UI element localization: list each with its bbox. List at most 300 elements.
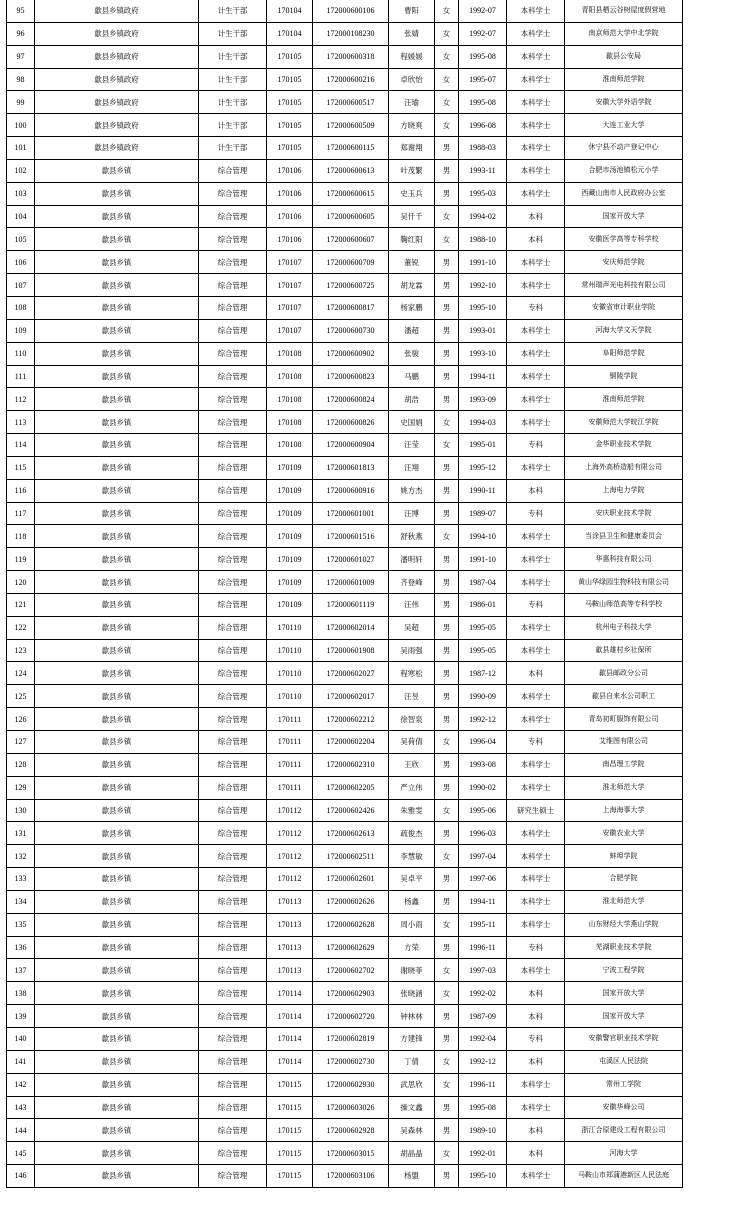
position-cell: 综合管理 — [199, 1005, 267, 1028]
position-code-cell: 170110 — [267, 639, 313, 662]
birth-date-cell: 1990-11 — [459, 479, 507, 502]
unit-cell: 歙县乡镇政府 — [35, 137, 199, 160]
employer-cell: 国家开放大学 — [565, 1005, 683, 1028]
position-cell: 综合管理 — [199, 1073, 267, 1096]
name-cell: 李慧敏 — [389, 845, 435, 868]
employer-cell: 南京师范大学中北学院 — [565, 22, 683, 45]
gender-cell: 女 — [435, 799, 459, 822]
employer-cell: 合肥市汤池镇松元小学 — [565, 159, 683, 182]
education-cell: 本科学士 — [507, 22, 565, 45]
employer-cell: 当涂县卫生和健康委员会 — [565, 525, 683, 548]
position-code-cell: 170114 — [267, 982, 313, 1005]
row-number-cell: 116 — [7, 479, 35, 502]
row-number-cell: 108 — [7, 296, 35, 319]
gender-cell: 女 — [435, 1073, 459, 1096]
row-number-cell: 99 — [7, 91, 35, 114]
position-code-cell: 170109 — [267, 479, 313, 502]
exam-id-cell: 172000600902 — [313, 342, 389, 365]
education-cell: 本科学士 — [507, 708, 565, 731]
position-cell: 综合管理 — [199, 228, 267, 251]
gender-cell: 男 — [435, 274, 459, 297]
education-cell: 本科学士 — [507, 456, 565, 479]
position-code-cell: 170106 — [267, 182, 313, 205]
table-row — [7, 1165, 683, 1188]
row-number-cell: 105 — [7, 228, 35, 251]
name-cell: 操文鑫 — [389, 1096, 435, 1119]
gender-cell: 男 — [435, 593, 459, 616]
unit-cell: 歙县乡镇 — [35, 1027, 199, 1050]
education-cell: 本科学士 — [507, 845, 565, 868]
position-cell: 综合管理 — [199, 274, 267, 297]
position-code-cell: 170108 — [267, 434, 313, 457]
position-code-cell: 170105 — [267, 137, 313, 160]
employer-cell: 山东财经大学燕山学院 — [565, 913, 683, 936]
name-cell: 叶茂繁 — [389, 159, 435, 182]
gender-cell: 男 — [435, 342, 459, 365]
name-cell: 汪瑜 — [389, 91, 435, 114]
employer-cell: 淮南师范学院 — [565, 68, 683, 91]
unit-cell: 歙县乡镇政府 — [35, 114, 199, 137]
employer-cell: 南昌理工学院 — [565, 753, 683, 776]
position-code-cell: 170109 — [267, 571, 313, 594]
position-code-cell: 170115 — [267, 1165, 313, 1188]
table-row — [7, 982, 683, 1005]
exam-id-cell: 172000602903 — [313, 982, 389, 1005]
unit-cell: 歙县乡镇 — [35, 685, 199, 708]
row-number-cell: 113 — [7, 411, 35, 434]
unit-cell: 歙县乡镇 — [35, 913, 199, 936]
gender-cell: 男 — [435, 1096, 459, 1119]
unit-cell: 歙县乡镇 — [35, 479, 199, 502]
exam-id-cell: 172000601119 — [313, 593, 389, 616]
name-cell: 胡龙霖 — [389, 274, 435, 297]
name-cell: 严立伟 — [389, 776, 435, 799]
name-cell: 丁倩 — [389, 1050, 435, 1073]
position-code-cell: 170115 — [267, 1096, 313, 1119]
name-cell: 武思欣 — [389, 1073, 435, 1096]
unit-cell: 歙县乡镇 — [35, 251, 199, 274]
employer-cell: 安庆职业技术学院 — [565, 502, 683, 525]
position-cell: 综合管理 — [199, 525, 267, 548]
row-number-cell: 122 — [7, 616, 35, 639]
position-cell: 综合管理 — [199, 731, 267, 754]
employer-cell: 安庆师范学院 — [565, 251, 683, 274]
birth-date-cell: 1987-04 — [459, 571, 507, 594]
gender-cell: 女 — [435, 1142, 459, 1165]
employer-cell: 西藏山南市人民政府办公室 — [565, 182, 683, 205]
name-cell: 程寒松 — [389, 662, 435, 685]
birth-date-cell: 1993-11 — [459, 159, 507, 182]
position-cell: 综合管理 — [199, 1050, 267, 1073]
education-cell: 本科学士 — [507, 913, 565, 936]
position-cell: 综合管理 — [199, 205, 267, 228]
gender-cell: 女 — [435, 982, 459, 1005]
exam-id-cell: 172000600725 — [313, 274, 389, 297]
row-number-cell: 119 — [7, 548, 35, 571]
row-number-cell: 125 — [7, 685, 35, 708]
employer-cell: 淮南师范学院 — [565, 388, 683, 411]
position-code-cell: 170112 — [267, 799, 313, 822]
birth-date-cell: 1994-02 — [459, 205, 507, 228]
row-number-cell: 141 — [7, 1050, 35, 1073]
table-row — [7, 45, 683, 68]
exam-id-cell: 172000603026 — [313, 1096, 389, 1119]
exam-id-cell: 172000602720 — [313, 1005, 389, 1028]
position-code-cell: 170115 — [267, 1073, 313, 1096]
position-code-cell: 170108 — [267, 388, 313, 411]
table-row — [7, 639, 683, 662]
exam-id-cell: 172000600605 — [313, 205, 389, 228]
position-code-cell: 170109 — [267, 525, 313, 548]
birth-date-cell: 1995-05 — [459, 616, 507, 639]
education-cell: 本科学士 — [507, 274, 565, 297]
table-row — [7, 1142, 683, 1165]
education-cell: 本科 — [507, 662, 565, 685]
position-code-cell: 170106 — [267, 159, 313, 182]
education-cell: 本科 — [507, 479, 565, 502]
gender-cell: 男 — [435, 890, 459, 913]
employer-cell: 阜阳师范学院 — [565, 342, 683, 365]
row-number-cell: 98 — [7, 68, 35, 91]
gender-cell: 男 — [435, 365, 459, 388]
table-row — [7, 890, 683, 913]
education-cell: 本科学士 — [507, 114, 565, 137]
employer-cell: 安徽医学高等专科学校 — [565, 228, 683, 251]
unit-cell: 歙县乡镇 — [35, 1073, 199, 1096]
unit-cell: 歙县乡镇 — [35, 959, 199, 982]
birth-date-cell: 1995-01 — [459, 434, 507, 457]
row-number-cell: 96 — [7, 22, 35, 45]
row-number-cell: 102 — [7, 159, 35, 182]
table-row — [7, 936, 683, 959]
table-row — [7, 868, 683, 891]
education-cell: 本科学士 — [507, 137, 565, 160]
education-cell: 本科学士 — [507, 753, 565, 776]
exam-id-cell: 172000600106 — [313, 0, 389, 22]
personnel-table — [6, 0, 683, 1188]
row-number-cell: 120 — [7, 571, 35, 594]
table-row — [7, 274, 683, 297]
row-number-cell: 138 — [7, 982, 35, 1005]
exam-id-cell: 172000600826 — [313, 411, 389, 434]
employer-cell: 蚌埠学院 — [565, 845, 683, 868]
table-row — [7, 822, 683, 845]
unit-cell: 歙县乡镇政府 — [35, 45, 199, 68]
unit-cell: 歙县乡镇政府 — [35, 22, 199, 45]
gender-cell: 女 — [435, 205, 459, 228]
education-cell: 本科学士 — [507, 319, 565, 342]
name-cell: 程媛媛 — [389, 45, 435, 68]
birth-date-cell: 1992-07 — [459, 22, 507, 45]
exam-id-cell: 172000600823 — [313, 365, 389, 388]
exam-id-cell: 172000602027 — [313, 662, 389, 685]
row-number-cell: 144 — [7, 1119, 35, 1142]
unit-cell: 歙县乡镇 — [35, 1096, 199, 1119]
exam-id-cell: 172000600615 — [313, 182, 389, 205]
employer-cell: 杭州电子科技大学 — [565, 616, 683, 639]
name-cell: 潘超 — [389, 319, 435, 342]
birth-date-cell: 1996-11 — [459, 1073, 507, 1096]
birth-date-cell: 1989-07 — [459, 502, 507, 525]
birth-date-cell: 1992-01 — [459, 1142, 507, 1165]
birth-date-cell: 1997-04 — [459, 845, 507, 868]
row-number-cell: 110 — [7, 342, 35, 365]
name-cell: 董锐 — [389, 251, 435, 274]
table-row — [7, 114, 683, 137]
employer-cell: 安徽农业大学 — [565, 822, 683, 845]
row-number-cell: 111 — [7, 365, 35, 388]
row-number-cell: 103 — [7, 182, 35, 205]
row-number-cell: 123 — [7, 639, 35, 662]
table-row — [7, 708, 683, 731]
exam-id-cell: 172000600509 — [313, 114, 389, 137]
name-cell: 杨家鹏 — [389, 296, 435, 319]
position-code-cell: 170114 — [267, 1005, 313, 1028]
position-cell: 综合管理 — [199, 662, 267, 685]
gender-cell: 男 — [435, 388, 459, 411]
birth-date-cell: 1995-11 — [459, 913, 507, 936]
education-cell: 本科学士 — [507, 45, 565, 68]
birth-date-cell: 1995-07 — [459, 68, 507, 91]
name-cell: 齐登峰 — [389, 571, 435, 594]
table-row — [7, 479, 683, 502]
employer-cell: 歙县邮政分公司 — [565, 662, 683, 685]
education-cell: 本科学士 — [507, 685, 565, 708]
row-number-cell: 146 — [7, 1165, 35, 1188]
table-row — [7, 731, 683, 754]
table-row — [7, 845, 683, 868]
unit-cell: 歙县乡镇 — [35, 616, 199, 639]
employer-cell: 金华职业技术学院 — [565, 434, 683, 457]
birth-date-cell: 1993-10 — [459, 342, 507, 365]
row-number-cell: 136 — [7, 936, 35, 959]
unit-cell: 歙县乡镇政府 — [35, 0, 199, 22]
employer-cell: 艾维图有限公司 — [565, 731, 683, 754]
position-cell: 综合管理 — [199, 342, 267, 365]
birth-date-cell: 1989-10 — [459, 1119, 507, 1142]
gender-cell: 男 — [435, 182, 459, 205]
education-cell: 本科学士 — [507, 388, 565, 411]
birth-date-cell: 1995-06 — [459, 799, 507, 822]
name-cell: 谢晓菲 — [389, 959, 435, 982]
employer-cell: 歙县雄村乡社保所 — [565, 639, 683, 662]
birth-date-cell: 1992-04 — [459, 1027, 507, 1050]
row-number-cell: 100 — [7, 114, 35, 137]
table-row — [7, 456, 683, 479]
position-cell: 综合管理 — [199, 753, 267, 776]
unit-cell: 歙县乡镇 — [35, 159, 199, 182]
position-cell: 综合管理 — [199, 776, 267, 799]
table-row — [7, 799, 683, 822]
exam-id-cell: 172000602601 — [313, 868, 389, 891]
position-cell: 计生干部 — [199, 68, 267, 91]
education-cell: 本科学士 — [507, 959, 565, 982]
name-cell: 杨鑫 — [389, 890, 435, 913]
row-number-cell: 129 — [7, 776, 35, 799]
exam-id-cell: 172000602014 — [313, 616, 389, 639]
position-cell: 综合管理 — [199, 799, 267, 822]
position-code-cell: 170110 — [267, 685, 313, 708]
position-cell: 综合管理 — [199, 411, 267, 434]
table-row — [7, 137, 683, 160]
education-cell: 本科学士 — [507, 868, 565, 891]
education-cell: 本科学士 — [507, 616, 565, 639]
name-cell: 吴仟千 — [389, 205, 435, 228]
birth-date-cell: 1995-10 — [459, 296, 507, 319]
table-row — [7, 502, 683, 525]
position-cell: 综合管理 — [199, 639, 267, 662]
position-code-cell: 170113 — [267, 959, 313, 982]
row-number-cell: 139 — [7, 1005, 35, 1028]
table-row — [7, 365, 683, 388]
position-code-cell: 170107 — [267, 296, 313, 319]
exam-id-cell: 172000602928 — [313, 1119, 389, 1142]
position-cell: 综合管理 — [199, 1027, 267, 1050]
birth-date-cell: 1994-11 — [459, 365, 507, 388]
education-cell: 本科学士 — [507, 548, 565, 571]
exam-id-cell: 172000602702 — [313, 959, 389, 982]
employer-cell: 淮北师范大学 — [565, 776, 683, 799]
gender-cell: 女 — [435, 411, 459, 434]
gender-cell: 男 — [435, 502, 459, 525]
row-number-cell: 121 — [7, 593, 35, 616]
birth-date-cell: 1988-03 — [459, 137, 507, 160]
row-number-cell: 101 — [7, 137, 35, 160]
gender-cell: 女 — [435, 91, 459, 114]
employer-cell: 常州工学院 — [565, 1073, 683, 1096]
position-cell: 综合管理 — [199, 548, 267, 571]
unit-cell: 歙县乡镇 — [35, 662, 199, 685]
birth-date-cell: 1986-01 — [459, 593, 507, 616]
table-row — [7, 525, 683, 548]
position-cell: 综合管理 — [199, 822, 267, 845]
position-cell: 综合管理 — [199, 365, 267, 388]
name-cell: 张晓涵 — [389, 982, 435, 1005]
employer-cell: 宁波工程学院 — [565, 959, 683, 982]
employer-cell: 安徽大学外语学院 — [565, 91, 683, 114]
name-cell: 汪伟 — [389, 593, 435, 616]
unit-cell: 歙县乡镇 — [35, 411, 199, 434]
row-number-cell: 128 — [7, 753, 35, 776]
exam-id-cell: 172000600817 — [313, 296, 389, 319]
table-row — [7, 685, 683, 708]
birth-date-cell: 1997-03 — [459, 959, 507, 982]
table-row — [7, 1119, 683, 1142]
unit-cell: 歙县乡镇 — [35, 1119, 199, 1142]
position-cell: 综合管理 — [199, 890, 267, 913]
birth-date-cell: 1997-06 — [459, 868, 507, 891]
position-code-cell: 170112 — [267, 868, 313, 891]
exam-id-cell: 172000602204 — [313, 731, 389, 754]
unit-cell: 歙县乡镇 — [35, 296, 199, 319]
exam-id-cell: 172000601908 — [313, 639, 389, 662]
table-row — [7, 22, 683, 45]
education-cell: 本科学士 — [507, 342, 565, 365]
table-row — [7, 205, 683, 228]
exam-id-cell: 172000600916 — [313, 479, 389, 502]
row-number-cell: 132 — [7, 845, 35, 868]
position-cell: 综合管理 — [199, 182, 267, 205]
position-cell: 综合管理 — [199, 571, 267, 594]
birth-date-cell: 1995-08 — [459, 45, 507, 68]
unit-cell: 歙县乡镇 — [35, 708, 199, 731]
position-cell: 综合管理 — [199, 319, 267, 342]
table-row — [7, 571, 683, 594]
gender-cell: 女 — [435, 525, 459, 548]
name-cell: 史国娟 — [389, 411, 435, 434]
employer-cell: 上海外高桥造船有限公司 — [565, 456, 683, 479]
position-cell: 计生干部 — [199, 137, 267, 160]
position-code-cell: 170113 — [267, 913, 313, 936]
gender-cell: 男 — [435, 251, 459, 274]
gender-cell: 男 — [435, 159, 459, 182]
gender-cell: 男 — [435, 319, 459, 342]
position-code-cell: 170110 — [267, 662, 313, 685]
row-number-cell: 145 — [7, 1142, 35, 1165]
name-cell: 吴荷倩 — [389, 731, 435, 754]
exam-id-cell: 172000600709 — [313, 251, 389, 274]
table-row — [7, 548, 683, 571]
exam-id-cell: 172000601813 — [313, 456, 389, 479]
unit-cell: 歙县乡镇 — [35, 776, 199, 799]
name-cell: 胡浩 — [389, 388, 435, 411]
unit-cell: 歙县乡镇 — [35, 182, 199, 205]
name-cell: 张婧 — [389, 22, 435, 45]
table-row — [7, 616, 683, 639]
position-code-cell: 170114 — [267, 1050, 313, 1073]
education-cell: 本科学士 — [507, 1073, 565, 1096]
education-cell: 本科 — [507, 982, 565, 1005]
row-number-cell: 95 — [7, 0, 35, 22]
row-number-cell: 107 — [7, 274, 35, 297]
name-cell: 吴卓平 — [389, 868, 435, 891]
employer-cell: 安徽警官职业技术学院 — [565, 1027, 683, 1050]
name-cell: 钟林林 — [389, 1005, 435, 1028]
position-cell: 综合管理 — [199, 959, 267, 982]
unit-cell: 歙县乡镇 — [35, 342, 199, 365]
position-code-cell: 170110 — [267, 616, 313, 639]
position-cell: 综合管理 — [199, 159, 267, 182]
position-code-cell: 170105 — [267, 68, 313, 91]
education-cell: 本科学士 — [507, 411, 565, 434]
position-cell: 综合管理 — [199, 845, 267, 868]
gender-cell: 男 — [435, 1005, 459, 1028]
employer-cell: 上海海事大学 — [565, 799, 683, 822]
position-cell: 综合管理 — [199, 479, 267, 502]
name-cell: 马鹏 — [389, 365, 435, 388]
exam-id-cell: 172000603106 — [313, 1165, 389, 1188]
table-row — [7, 1073, 683, 1096]
table-row — [7, 68, 683, 91]
employer-cell: 国家开放大学 — [565, 982, 683, 1005]
exam-id-cell: 172000600517 — [313, 91, 389, 114]
birth-date-cell: 1992-12 — [459, 1050, 507, 1073]
table-row — [7, 411, 683, 434]
table-row — [7, 159, 683, 182]
exam-id-cell: 172000601009 — [313, 571, 389, 594]
birth-date-cell: 1995-03 — [459, 182, 507, 205]
education-cell: 本科学士 — [507, 182, 565, 205]
personnel-table-sheet — [6, 0, 682, 1188]
name-cell: 方建锋 — [389, 1027, 435, 1050]
unit-cell: 歙县乡镇 — [35, 1050, 199, 1073]
row-number-cell: 134 — [7, 890, 35, 913]
name-cell: 汪博 — [389, 502, 435, 525]
unit-cell: 歙县乡镇 — [35, 365, 199, 388]
position-code-cell: 170112 — [267, 845, 313, 868]
birth-date-cell: 1994-11 — [459, 890, 507, 913]
birth-date-cell: 1987-12 — [459, 662, 507, 685]
